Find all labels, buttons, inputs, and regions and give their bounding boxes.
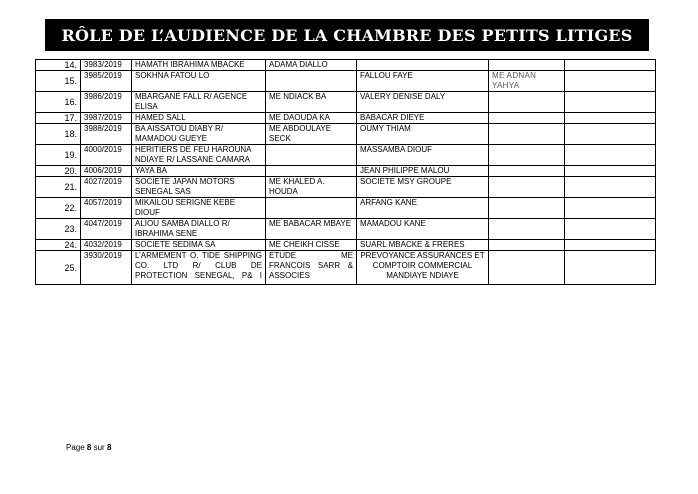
table-row	[36, 124, 656, 145]
table-row	[36, 60, 656, 71]
opposing-party-cell: SOCIETE MSY GROUPE	[357, 177, 489, 198]
counsel-cell	[266, 166, 357, 177]
parties-cell: HAMED SALL	[132, 113, 266, 124]
table-row	[36, 240, 656, 251]
note-cell	[489, 177, 565, 198]
case-reference-cell: 4032/2019	[81, 240, 132, 251]
opposing-party-cell	[357, 60, 489, 71]
note-cell	[489, 60, 565, 71]
blank-cell	[565, 240, 656, 251]
opposing-party-cell: JEAN PHILIPPE MALOU	[357, 166, 489, 177]
case-number-cell: 22.	[36, 198, 81, 219]
case-number-cell: 21.	[36, 177, 81, 198]
blank-cell	[565, 92, 656, 113]
blank-cell	[565, 198, 656, 219]
note-cell	[489, 240, 565, 251]
counsel-cell: ME BABACAR MBAYE	[266, 219, 357, 240]
page-title: RÔLE DE L’AUDIENCE DE LA CHAMBRE DES PETITS LITIGES	[45, 19, 649, 51]
blank-cell	[565, 71, 656, 92]
counsel-cell: ADAMA DIALLO	[266, 60, 357, 71]
parties-cell: YAYA BA	[132, 166, 266, 177]
parties-cell: L’ARMEMENT O. TIDE SHIPPING CO. LTD R/ CLUB DE PROTECTION SENEGAL, P& I	[132, 251, 266, 285]
opposing-party-cell: OUMY THIAM	[357, 124, 489, 145]
table-row	[36, 113, 656, 124]
opposing-party-cell: FALLOU FAYE	[357, 71, 489, 92]
case-number-cell: 15.	[36, 71, 81, 92]
page-word: Page	[66, 443, 85, 452]
table-row	[36, 251, 656, 285]
table-row	[36, 219, 656, 240]
opposing-party-cell: BABACAR DIEYE	[357, 113, 489, 124]
case-number-cell: 16.	[36, 92, 81, 113]
case-reference-cell: 3983/2019	[81, 60, 132, 71]
case-number-cell: 14.	[36, 60, 81, 71]
case-reference-cell: 4027/2019	[81, 177, 132, 198]
counsel-cell: ME CHEIKH CISSE	[266, 240, 357, 251]
hearing-roll-table	[35, 59, 656, 285]
counsel-cell: ME DAOUDA KA	[266, 113, 357, 124]
case-reference-cell: 3986/2019	[81, 92, 132, 113]
note-cell	[489, 92, 565, 113]
note-cell	[489, 113, 565, 124]
case-reference-cell: 3985/2019	[81, 71, 132, 92]
blank-cell	[565, 177, 656, 198]
parties-cell: MBARGANE FALL R/ AGENCE ELISA	[132, 92, 266, 113]
case-number-cell: 23.	[36, 219, 81, 240]
counsel-cell	[266, 198, 357, 219]
opposing-party-cell: PREVOYANCE ASSURANCES ET COMPTOIR COMMERCIAL MANDIAYE NDIAYE	[357, 251, 489, 285]
note-cell: ME ADNAN YAHYA	[489, 71, 565, 92]
counsel-cell: ME KHALED A. HOUDA	[266, 177, 357, 198]
note-cell	[489, 251, 565, 285]
case-reference-cell: 4057/2019	[81, 198, 132, 219]
blank-cell	[565, 113, 656, 124]
case-reference-cell: 3930/2019	[81, 251, 132, 285]
note-cell	[489, 145, 565, 166]
case-number-cell: 24.	[36, 240, 81, 251]
opposing-party-cell: MAMADOU KANE	[357, 219, 489, 240]
case-reference-cell: 3987/2019	[81, 113, 132, 124]
table-row	[36, 92, 656, 113]
table-row	[36, 71, 656, 92]
parties-cell: BA AISSATOU DIABY R/ MAMADOU GUEYE	[132, 124, 266, 145]
blank-cell	[565, 145, 656, 166]
parties-cell: MIKAILOU SERIGNE KEBE DIOUF	[132, 198, 266, 219]
case-number-cell: 20.	[36, 166, 81, 177]
case-number-cell: 19.	[36, 145, 81, 166]
parties-cell: SOKHNA FATOU LO	[132, 71, 266, 92]
blank-cell	[565, 166, 656, 177]
page-total: 8	[106, 443, 112, 452]
note-cell	[489, 219, 565, 240]
blank-cell	[565, 219, 656, 240]
opposing-party-cell: MASSAMBA DIOUF	[357, 145, 489, 166]
note-cell	[489, 198, 565, 219]
blank-cell	[565, 124, 656, 145]
table-row	[36, 198, 656, 219]
counsel-cell: ME NDIACK BA	[266, 92, 357, 113]
opposing-party-cell: VALERY DENISE DALY	[357, 92, 489, 113]
parties-cell: SOCIETE JAPAN MOTORS SENEGAL SAS	[132, 177, 266, 198]
opposing-party-cell: SUARL MBACKE & FRERES	[357, 240, 489, 251]
note-cell	[489, 124, 565, 145]
case-reference-cell: 4006/2019	[81, 166, 132, 177]
table-row	[36, 166, 656, 177]
blank-cell	[565, 60, 656, 71]
page-footer	[66, 443, 111, 452]
counsel-cell	[266, 71, 357, 92]
case-reference-cell: 3988/2019	[81, 124, 132, 145]
case-number-cell: 18.	[36, 124, 81, 145]
of-word: sur	[93, 443, 105, 452]
parties-cell: HAMATH IBRAHIMA MBACKE	[132, 60, 266, 71]
case-number-cell: 17.	[36, 113, 81, 124]
counsel-cell: ETUDE ME FRANCOIS SARR & ASSOCIES	[266, 251, 357, 285]
counsel-cell: ME ABDOULAYE SECK	[266, 124, 357, 145]
table-row	[36, 145, 656, 166]
case-number-cell: 25.	[36, 251, 81, 285]
counsel-cell	[266, 145, 357, 166]
note-cell	[489, 166, 565, 177]
blank-cell	[565, 251, 656, 285]
table-row	[36, 177, 656, 198]
parties-cell: ALIOU SAMBA DIALLO R/ IBRAHIMA SENE	[132, 219, 266, 240]
page-number: 8	[86, 443, 92, 452]
case-reference-cell: 4000/2019	[81, 145, 132, 166]
case-reference-cell: 4047/2019	[81, 219, 132, 240]
parties-cell: SOCIETE SEDIMA SA	[132, 240, 266, 251]
parties-cell: HERITIERS DE FEU HAROUNA NDIAYE R/ LASSANE CAMARA	[132, 145, 266, 166]
opposing-party-cell: ARFANG KANE	[357, 198, 489, 219]
